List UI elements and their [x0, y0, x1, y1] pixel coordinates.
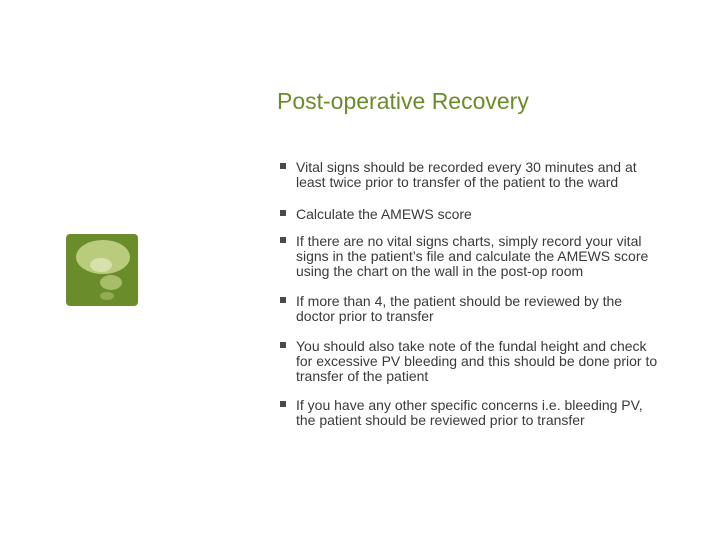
- bullet-item: [280, 294, 660, 324]
- bullet-text: Vital signs should be recorded every 30 minutes and at least twice prior to transfer of the patient to the ward: [296, 159, 637, 190]
- square-bullet-icon: [280, 297, 286, 303]
- bullet-text: If there are no vital signs charts, simply record your vital signs in the patient’s file and calculate the AMEWS score using the chart on the wall in the post-op room: [296, 233, 649, 279]
- square-bullet-icon: [280, 342, 286, 348]
- bullet-text: You should also take note of the fundal height and check for excessive PV bleeding and this should be done prior to transfer of the patient: [296, 338, 658, 384]
- square-bullet-icon: [280, 163, 286, 169]
- thought-bubble-icon: [66, 234, 138, 306]
- bullet-item: [280, 234, 660, 279]
- slide-title: Post-operative Recovery: [277, 88, 529, 114]
- bubble-small: [100, 292, 114, 300]
- bullet-item: [280, 207, 660, 222]
- bullet-text: If more than 4, the patient should be reviewed by the doctor prior to transfer: [296, 293, 623, 324]
- bullet-item: [280, 398, 660, 428]
- square-bullet-icon: [280, 237, 286, 243]
- square-bullet-icon: [280, 401, 286, 407]
- bullet-item: [280, 160, 660, 190]
- bullet-list: [280, 160, 660, 445]
- bullet-text: If you have any other specific concerns i.e. bleeding PV, the patient should be reviewed prior to transfer: [296, 397, 643, 428]
- bubble-medium: [100, 275, 122, 290]
- bullet-item: [280, 339, 660, 384]
- bubble-highlight: [90, 258, 112, 272]
- bullet-text: Calculate the AMEWS score: [296, 206, 472, 222]
- square-bullet-icon: [280, 210, 286, 216]
